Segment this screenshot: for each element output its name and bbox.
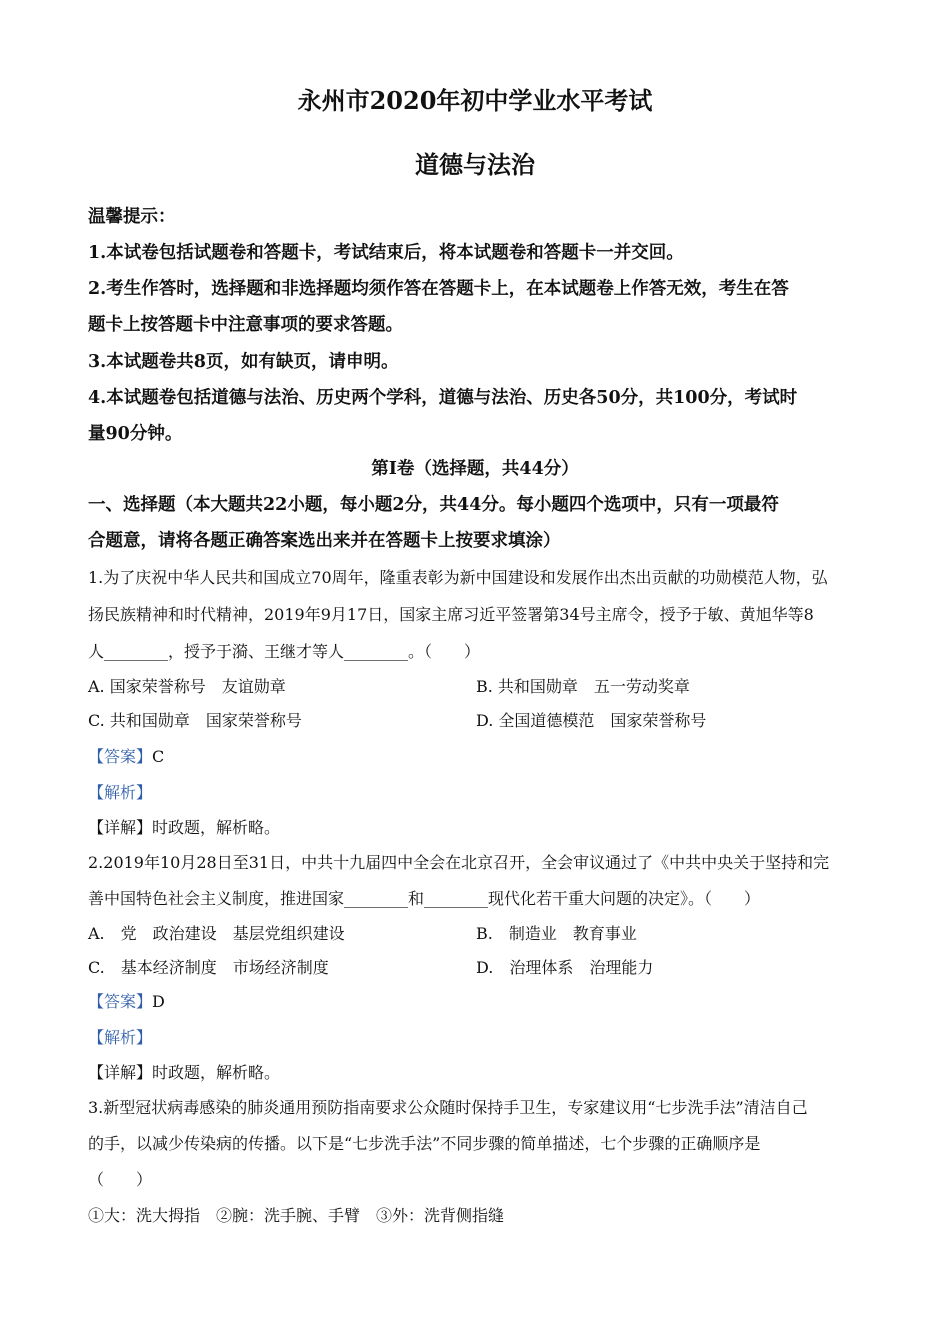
question-1-option-a: A. 国家荣誉称号 友谊勋章 (88, 677, 286, 696)
question-3-text: 的手，以减少传染病的传播。以下是“七步洗手法”不同步骤的简单描述，七个步骤的正确顺序是 (88, 1134, 761, 1153)
question-1-option-c: C. 共和国勋章 国家荣誉称号 (88, 711, 302, 730)
question-1-analysis-label: 【解析】 (88, 783, 153, 802)
notice-line: 1.本试卷包括试题卷和答题卡，考试结束后，将本试题卷和答题卡一并交回。 (88, 243, 684, 263)
question-3-text: ①大：洗大拇指 ②腕：洗手腕、手臂 ③外：洗背侧指缝 (88, 1206, 505, 1225)
question-1-option-d: D. 全国道德模范 国家荣誉称号 (476, 711, 707, 730)
detail-label: 【详解】 (88, 818, 153, 837)
section-instruction: 一、选择题（本大题共22小题，每小题2分，共44分。每小题四个选项中，只有一项最符 (88, 495, 779, 515)
question-3-text: 3.新型冠状病毒感染的肺炎通用预防指南要求公众随时保持手卫生，专家建议用“七步洗手法”清洁自己 (88, 1098, 808, 1117)
answer-label: 【答案】 (88, 747, 153, 766)
notice-line: 4.本试题卷包括道德与法治、历史两个学科，道德与法治、历史各50分，共100分，考试时 (88, 388, 798, 408)
question-1-detail (88, 818, 280, 838)
detail-label: 【详解】 (88, 1063, 153, 1082)
question-2-option-c: C. 基本经济制度 市场经济制度 (88, 958, 329, 977)
question-2-analysis-label: 【解析】 (88, 1028, 153, 1047)
notice-line: 2.考生作答时，选择题和非选择题均须作答在答题卡上，在本试题卷上作答无效，考生在答 (88, 279, 789, 299)
question-2-option-a: A. 党 政治建设 基层党组织建设 (88, 924, 345, 943)
notice-line: 3.本试题卷共8页，如有缺页，请申明。 (88, 352, 399, 372)
question-2-option-d: D. 治理体系 治理能力 (476, 958, 654, 977)
part1-heading: 第Ⅰ卷（选择题，共44分） (371, 459, 579, 479)
question-1-text: 扬民族精神和时代精神，2019年9月17日，国家主席习近平签署第34号主席令，授予于敏、黄旭华等8 (88, 605, 814, 624)
notice-line: 量90分钟。 (88, 424, 183, 444)
question-1-text: 1.为了庆祝中华人民共和国成立70周年，隆重表彰为新中国建设和发展作出杰出贡献的功勋模范人物，弘 (88, 568, 828, 587)
notice-heading: 温馨提示： (88, 207, 176, 227)
answer-value: D (152, 992, 165, 1011)
notice-line: 题卡上按答题卡中注意事项的要求答题。 (88, 315, 403, 335)
detail-text: 时政题，解析略。 (152, 1063, 281, 1082)
question-1-option-b: B. 共和国勋章 五一劳动奖章 (476, 677, 690, 696)
question-2-text: 善中国特色社会主义制度，推进国家________和________现代化若干重大问题的决定》。（ ） (88, 889, 761, 908)
question-2-detail (88, 1063, 280, 1083)
answer-value: C (152, 747, 165, 766)
subject-title: 道德与法治 (415, 150, 535, 179)
exam-title: 永州市2020年初中学业水平考试 (297, 86, 653, 115)
question-2-text: 2.2019年10月28日至31日，中共十九届四中全会在北京召开，全会审议通过了《中共中央关于坚持和完 (88, 853, 830, 872)
question-2-answer (88, 992, 165, 1012)
section-instruction: 合题意，请将各题正确答案选出来并在答题卡上按要求填涂） (88, 531, 561, 551)
question-3-text: （ ） (88, 1170, 153, 1189)
question-1-text: 人________，授予于漪、王继才等人________。（ ） (88, 642, 481, 661)
question-1-answer (88, 747, 164, 767)
answer-label: 【答案】 (88, 992, 153, 1011)
detail-text: 时政题，解析略。 (152, 818, 281, 837)
question-2-option-b: B. 制造业 教育事业 (476, 924, 637, 943)
